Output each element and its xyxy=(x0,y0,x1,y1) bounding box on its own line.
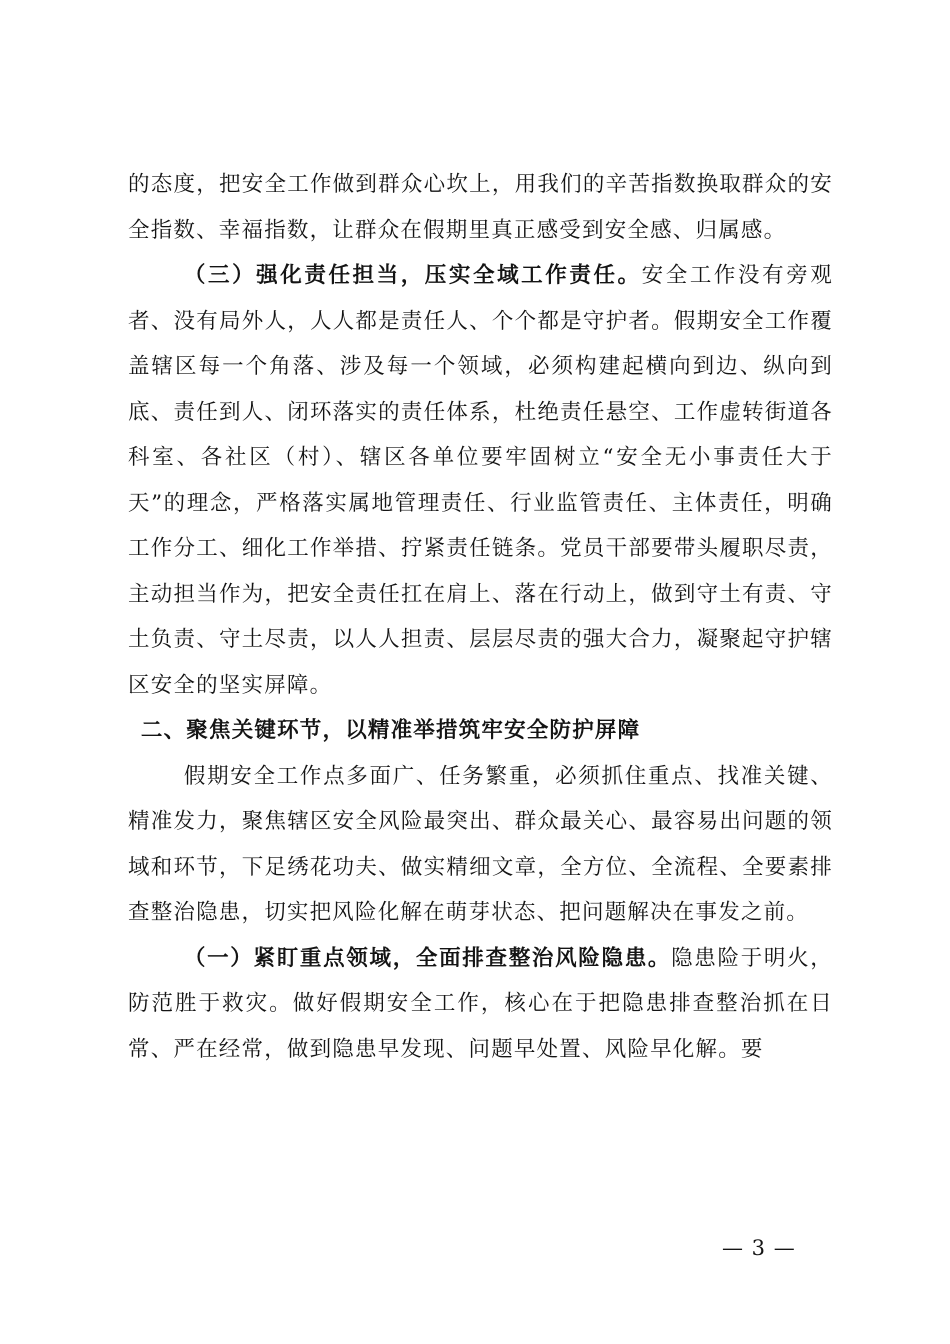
subheading-one: （一）紧盯重点领域，全面排查整治风险隐患。 xyxy=(183,945,672,971)
paragraph-text: 的态度，把安全工作做到群众心坎上，用我们的辛苦指数换取群众的安全指数、幸福指数，让群众在假期里真正感受到安全感、归属感。 xyxy=(128,172,833,243)
paragraph-key-links xyxy=(128,754,833,936)
section-heading-two: 二、聚焦关键环节，以精准举措筑牢安全防护屏障 xyxy=(140,718,641,743)
paragraph-text: 安全工作没有旁观者、没有局外人，人人都是责任人、个个都是守护者。假期安全工作覆盖辖区每一个角落、涉及每一个领域，必须构建起横向到边、纵向到底、责任到人、闭环落实的责任体系，杜绝责任悬空、工作虚转街道各科室、各社区（村）、辖区各单位要牢固树立“安全无小事责任大于天”的理念，严格落实属地管理责任、行业监管责任、主体责任，明确工作分工、细化工作举措、拧紧责任链条。党员干部要带头履职尽责，主动担当作为，把安全责任扛在肩上、落在行动上，做到守土有责、守土负责、守土尽责，以人人担责、层层尽责的强大合力，凝聚起守护辖区安全的坚实屏障。 xyxy=(128,263,833,698)
paragraph-key-areas xyxy=(128,936,833,1073)
paragraph-text: 假期安全工作点多面广、任务繁重，必须抓住重点、找准关键、精准发力，聚焦辖区安全风险最突出、群众最关心、最容易出问题的领域和环节，下足绣花功夫、做实精细文章，全方位、全流程、全要素排查整治隐患，切实把风险化解在萌芽状态、把问题解决在事发之前。 xyxy=(128,763,833,925)
document-body xyxy=(128,162,833,1072)
paragraph-continued xyxy=(128,162,833,253)
page-number: — 3 — xyxy=(722,1236,796,1260)
paragraph-responsibility xyxy=(128,253,833,708)
paragraph-text: 隐患险于明火，防范胜于救灾。做好假期安全工作，核心在于把隐患排查整治抓在日常、严在经常，做到隐患早发现、问题早处置、风险早化解。要 xyxy=(128,945,833,1062)
subheading-three: （三）强化责任担当，压实全域工作责任。 xyxy=(183,263,642,288)
